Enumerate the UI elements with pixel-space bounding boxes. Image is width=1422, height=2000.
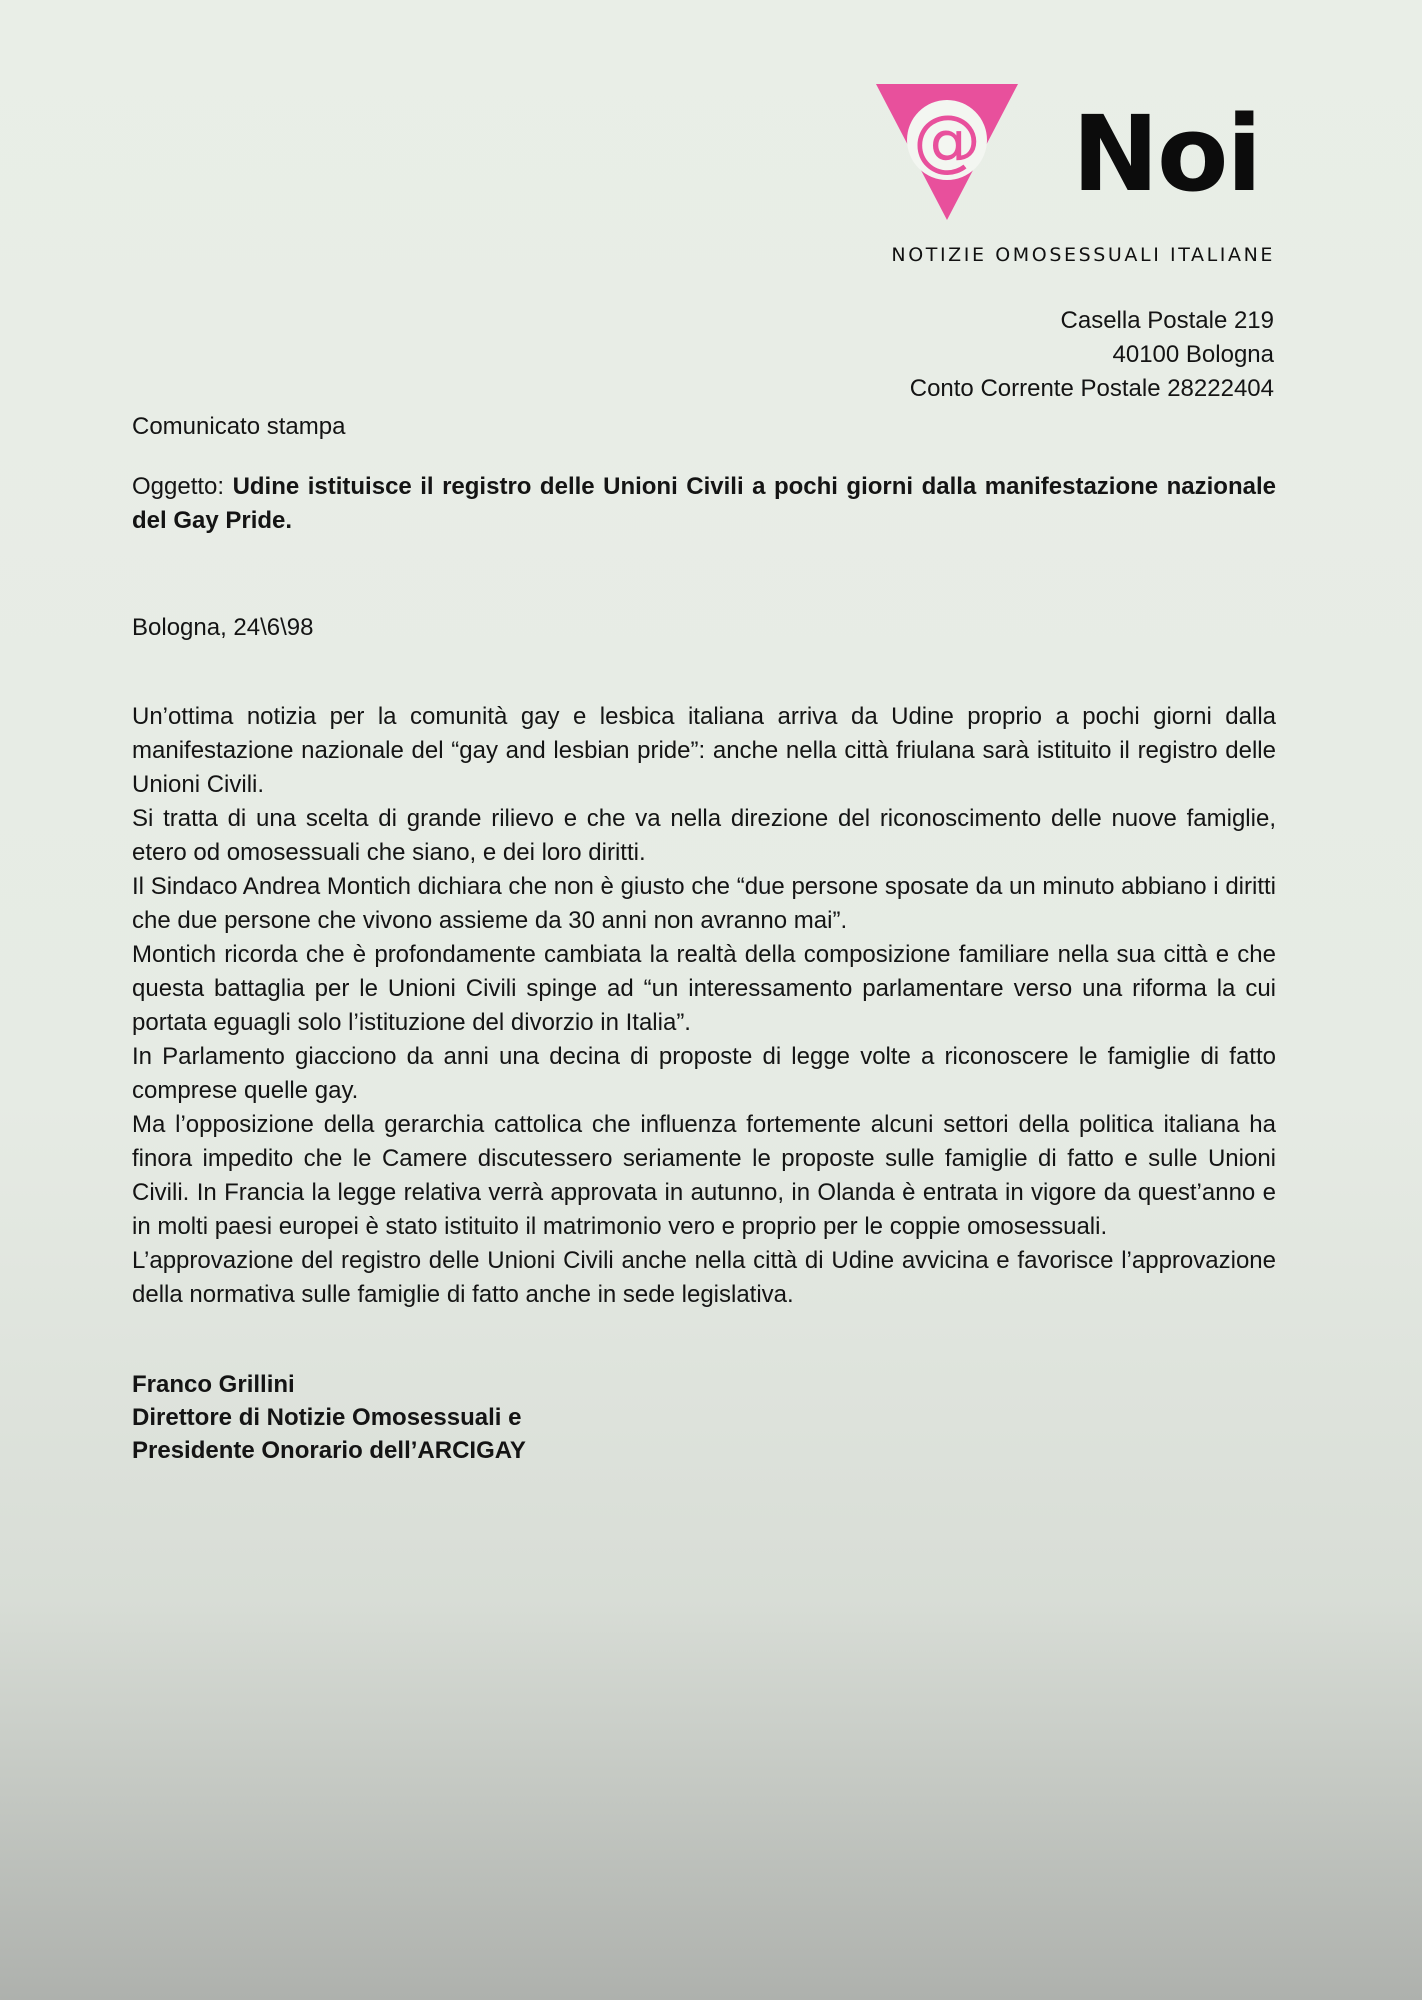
body-paragraph: Un’ottima notizia per la comunità gay e lesbica italiana arriva da Udine proprio a pochi giorni dalla manifestazione nazionale del “gay and lesbian pride”: anche nella città friulana sarà istituito il registro delle Unioni Civili.: [132, 703, 1276, 798]
signatory-title: Direttore di Notizie Omosessuali e: [132, 1404, 522, 1431]
address-line: Casella Postale 219: [1060, 307, 1274, 334]
organization-tagline: NOTIZIE OMOSESSUALI ITALIANE: [891, 244, 1275, 266]
address-line: Conto Corrente Postale 28222404: [909, 375, 1274, 402]
at-symbol: @: [913, 101, 981, 180]
body-paragraph: In Parlamento giacciono da anni una decina di proposte di legge volte a riconoscere le famiglie di fatto comprese quelle gay.: [132, 1043, 1276, 1104]
pink-triangle-at-icon: [872, 80, 1022, 230]
noi-logo: [872, 80, 1282, 230]
signatory-name: Franco Grillini: [132, 1371, 295, 1398]
press-release-body: [132, 700, 1276, 1312]
date-line: Bologna, 24\6\98: [132, 614, 314, 641]
signatory-title: Presidente Onorario dell’ARCIGAY: [132, 1437, 526, 1464]
address-block: [910, 304, 1274, 406]
document-type: Comunicato stampa: [132, 413, 346, 440]
subject-text: Udine istituisce il registro delle Unioni Civili a pochi giorni dalla manifestazione nazionale del Gay Pride.: [132, 473, 1276, 534]
subject-label: Oggetto:: [132, 473, 225, 500]
body-paragraph: Il Sindaco Andrea Montich dichiara che non è giusto che “due persone sposate da un minuto abbiano i diritti che due persone che vivono assieme da 30 anni non avranno mai”.: [132, 873, 1276, 934]
body-paragraph: Montich ricorda che è profondamente cambiata la realtà della composizione familiare nella sua città e che questa battaglia per le Unioni Civili spinge ad “un interessamento parlamentare verso una riforma la cui portata eguagli solo l’istituzione del divorzio in Italia”.: [132, 941, 1276, 1036]
logo-wordmark: Noi: [1072, 93, 1261, 215]
subject-line: [132, 470, 1276, 538]
body-paragraph: L’approvazione del registro delle Unioni Civili anche nella città di Udine avvicina e favorisce l’approvazione della normativa sulle famiglie di fatto anche in sede legislativa.: [132, 1247, 1276, 1308]
body-paragraph: Si tratta di una scelta di grande rilievo e che va nella direzione del riconoscimento delle nuove famiglie, etero od omosessuali che siano, e dei loro diritti.: [132, 805, 1276, 866]
address-line: 40100 Bologna: [1112, 341, 1274, 368]
signature-block: [132, 1368, 1276, 1467]
body-paragraph: Ma l’opposizione della gerarchia cattolica che influenza fortemente alcuni settori della politica italiana ha finora impedito che le Camere discutessero seriamente le proposte sulle famiglie di fatto e sulle Unioni Civili. In Francia la legge relativa verrà approvata in autunno, in Olanda è entrata in vigore da quest’anno e in molti paesi europei è stato istituito il matrimonio vero e proprio per le coppie omosessuali.: [132, 1111, 1276, 1240]
